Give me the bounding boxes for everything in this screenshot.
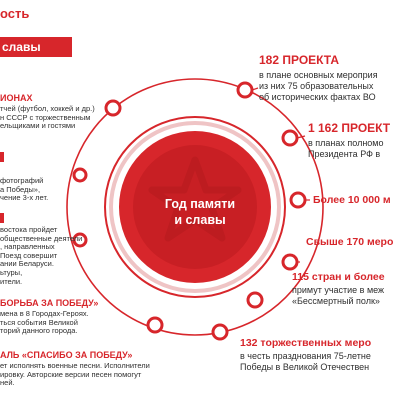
left-block-festival bbox=[0, 350, 150, 388]
left-block-stadiums bbox=[0, 93, 95, 131]
right-block-events-abroad bbox=[306, 236, 393, 248]
left-block-line: фотографий bbox=[0, 176, 44, 185]
right-block-line: в плане основных мероприя bbox=[259, 70, 378, 80]
left-block-line: ет исполнять военные песни. Исполнители bbox=[0, 361, 150, 370]
left-block-line: а Победы», bbox=[0, 184, 41, 194]
right-dot-4 bbox=[283, 255, 297, 269]
left-block-line: чение 3-х лет. bbox=[0, 193, 49, 203]
right-dot-1 bbox=[238, 83, 252, 97]
left-block-line: ьтуры, bbox=[0, 267, 23, 277]
right-block-heading: 115 стран и более bbox=[292, 271, 385, 283]
right-block-line: Победы в Великой Отечествен bbox=[240, 362, 370, 372]
right-block-line: в планах полномо bbox=[308, 138, 384, 148]
right-block-heading: 132 торжественных меро bbox=[240, 337, 372, 349]
right-dot-5 bbox=[248, 293, 262, 307]
right-block-line: Президента РФ в bbox=[308, 149, 381, 159]
left-block-train bbox=[0, 226, 82, 286]
right-block-line: «Бессмертный полк» bbox=[292, 296, 380, 306]
left-block-heading: АЛЬ «СПАСИБО ЗА ПОБЕДУ» bbox=[0, 350, 133, 360]
left-block-line: ании Беларуси. bbox=[0, 259, 54, 269]
left-block-line: тчей (футбол, хоккей и др.) bbox=[0, 104, 95, 113]
right-block-regional-projects bbox=[308, 121, 390, 160]
right-dot-2 bbox=[283, 131, 297, 145]
center-label bbox=[140, 196, 260, 228]
right-block-line: из них 75 образовательных bbox=[259, 81, 374, 91]
left-block-line: Поезд совершит bbox=[0, 250, 58, 260]
left-block-line: ней. bbox=[0, 378, 15, 388]
page-title: ость bbox=[0, 6, 30, 21]
right-block-line: в честь празднования 75-летне bbox=[240, 351, 371, 361]
left-block-line: востока пройдет bbox=[0, 225, 58, 234]
right-block-events bbox=[313, 194, 391, 206]
right-dot-6 bbox=[213, 325, 227, 339]
left-block-line: ировку. Авторские версии песен помогут bbox=[0, 369, 142, 379]
right-block-heading: 1 162 ПРОЕКТ bbox=[308, 121, 391, 135]
title-bar: славы bbox=[0, 37, 72, 57]
right-block-heading: 182 ПРОЕКТА bbox=[259, 53, 340, 67]
right-block-projects bbox=[259, 53, 378, 103]
right-block-countries bbox=[292, 271, 385, 307]
left-block-line: н СССР с торжественным bbox=[0, 112, 91, 122]
right-block-ceremonies bbox=[240, 337, 371, 373]
left-dot-1 bbox=[106, 101, 120, 115]
center-label-line-2: и славы bbox=[174, 213, 226, 227]
left-dot-4 bbox=[148, 318, 162, 332]
left-block-line: ться события Великой bbox=[0, 317, 78, 327]
left-block-marker bbox=[0, 152, 4, 162]
left-block-line: ители. bbox=[0, 276, 23, 286]
left-block-photos bbox=[0, 177, 48, 203]
center-label-line-1: Год памяти bbox=[164, 197, 236, 211]
left-block-line: мена в 8 Городах-Героях. bbox=[0, 309, 89, 318]
right-block-line: об исторических фактах ВО bbox=[259, 92, 376, 102]
left-block-struggle bbox=[0, 298, 98, 336]
left-block-line: торий данного города. bbox=[0, 326, 78, 336]
right-block-heading: Свыше 170 меро bbox=[306, 236, 394, 248]
left-block-heading: ИОНАХ bbox=[0, 93, 33, 103]
right-block-line: примут участие в меж bbox=[292, 285, 385, 295]
left-block-line: , направленных bbox=[0, 242, 55, 252]
left-block-heading: БОРЬБА ЗА ПОБЕДУ» bbox=[0, 298, 99, 308]
left-block-line: ельщиками и гостями bbox=[0, 121, 76, 131]
right-dot-3 bbox=[291, 193, 305, 207]
left-dot-2 bbox=[74, 169, 86, 181]
left-block-line: общественные деятели bbox=[0, 233, 83, 243]
left-block-marker bbox=[0, 213, 4, 223]
right-block-heading: Более 10 000 м bbox=[313, 194, 391, 206]
